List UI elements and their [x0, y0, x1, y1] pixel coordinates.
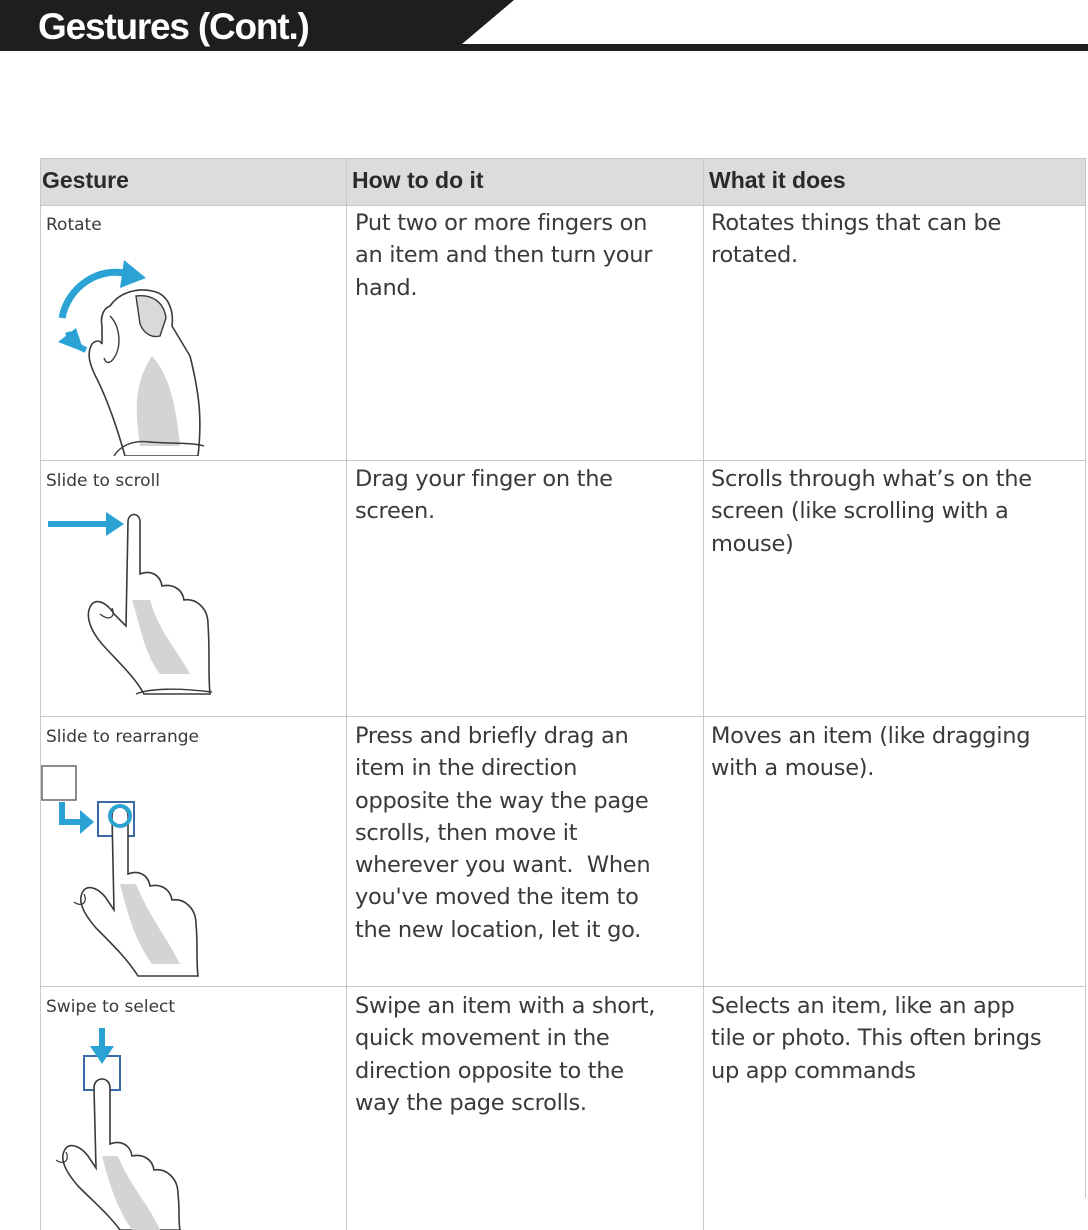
gesture-name: Slide to rearrange	[46, 727, 199, 747]
how-line: Swipe an item with a short,	[355, 993, 656, 1019]
header-what: What it does	[709, 167, 846, 193]
what-it-does-text	[711, 207, 1001, 272]
how-to-text	[355, 463, 613, 528]
how-line: you've moved the item to	[355, 884, 639, 911]
what-line: up app commands	[711, 1057, 916, 1084]
how-to-text	[355, 720, 650, 946]
what-line: screen (like scrolling with a	[711, 498, 1009, 525]
grid-line	[40, 986, 1086, 987]
swipe-select-gesture-icon	[40, 1026, 240, 1230]
what-line: mouse)	[711, 530, 794, 557]
what-line: Rotates things that can be	[711, 210, 1002, 236]
how-line: wherever you want. When	[355, 852, 651, 879]
rotate-gesture-icon	[40, 246, 240, 456]
grid-line	[40, 716, 1086, 717]
how-line: Press and briefly drag an	[355, 723, 629, 749]
how-line: scrolls, then move it	[355, 819, 578, 846]
gesture-name: Rotate	[46, 215, 102, 235]
how-line: Put two or more fingers on	[355, 210, 648, 236]
what-it-does-text	[711, 463, 1032, 560]
what-it-does-text	[711, 720, 1030, 785]
page-title: Gestures (Cont.)	[38, 6, 309, 47]
what-line: rotated.	[711, 242, 798, 269]
how-line: hand.	[355, 274, 418, 301]
what-line: Selects an item, like an app	[711, 993, 1015, 1019]
how-line: Drag your finger on the	[355, 466, 613, 492]
how-to-text	[355, 990, 655, 1119]
how-line: quick movement in the	[355, 1025, 610, 1052]
grid-line	[703, 158, 704, 1230]
what-line: tile or photo. This often brings	[711, 1025, 1042, 1052]
how-line: opposite the way the page	[355, 787, 649, 814]
how-line: an item and then turn your	[355, 242, 653, 269]
what-line: Moves an item (like dragging	[711, 723, 1031, 749]
grid-line	[40, 460, 1086, 461]
how-line: direction opposite to the	[355, 1057, 624, 1084]
page-banner	[0, 0, 1088, 60]
grid-line	[40, 158, 1086, 159]
what-line: with a mouse).	[711, 755, 875, 782]
grid-line	[346, 158, 347, 1230]
how-line: the new location, let it go.	[355, 916, 642, 943]
how-to-text	[355, 207, 652, 304]
what-line: Scrolls through what’s on the	[711, 466, 1032, 492]
slide-rearrange-gesture-icon	[40, 764, 240, 979]
grid-line	[1085, 158, 1086, 1198]
header-gesture: Gesture	[42, 167, 129, 193]
table-header-row	[40, 158, 1086, 206]
how-line: way the page scrolls.	[355, 1089, 587, 1116]
how-line: screen.	[355, 498, 435, 525]
what-it-does-text	[711, 990, 1041, 1087]
header-how: How to do it	[352, 167, 484, 193]
gesture-name: Swipe to select	[46, 997, 176, 1017]
gestures-table	[40, 158, 1086, 1230]
how-line: item in the direction	[355, 755, 578, 782]
gesture-name: Slide to scroll	[46, 471, 161, 491]
slide-scroll-gesture-icon	[40, 504, 240, 704]
